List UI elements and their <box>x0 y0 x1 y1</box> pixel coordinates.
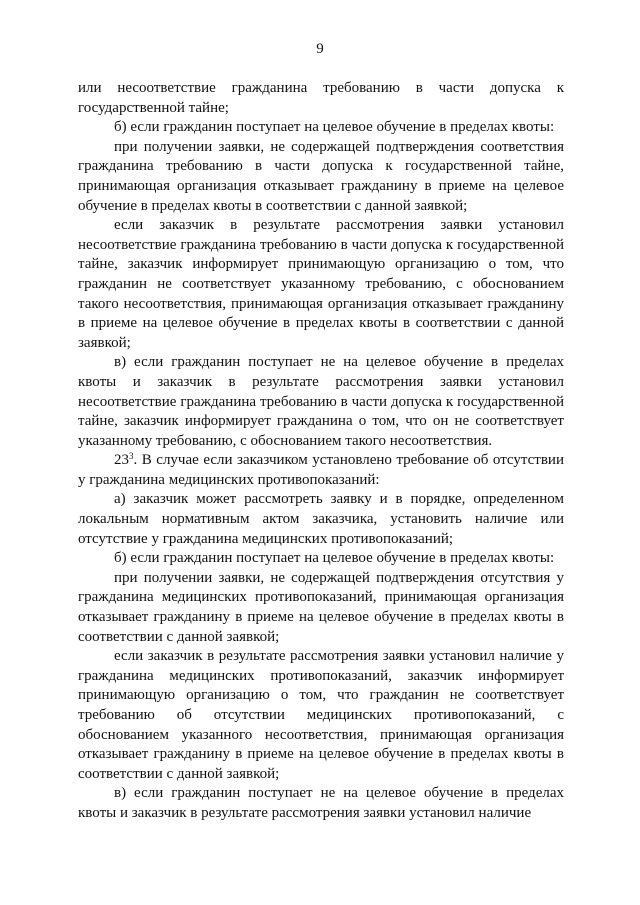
clause-superscript: 3 <box>129 451 134 462</box>
paragraph-item-b: б) если гражданин поступает на целевое обучение в пределах квоты: <box>114 550 555 567</box>
paragraph-item-v: в) если гражданин поступает не на целевое обучение в пределах квоты и заказчик в результате рассмотрения заявки установил наличие <box>78 785 564 821</box>
clause-number: 23 <box>114 452 129 469</box>
paragraph: при получении заявки, не содержащей подтверждения соответствия гражданина требованию в части допуска к государственной тайне, принимающая организация отказывает гражданину в приеме на целевое обучение в пределах квоты в соответствии с данной заявкой; <box>78 138 564 214</box>
paragraph-item-v: в) если гражданин поступает не на целевое обучение в пределах квоты и заказчик в результате рассмотрения заявки установил несоответствие гражданина требованию в части допуска к государственной тайне, заказчик информирует гражданина о том, что он не соответствует указанному требованию, с обоснованием такого несоответствия. <box>78 354 564 449</box>
document-body <box>78 79 564 824</box>
clause-text: . В случае если заказчиком установлено требование об отсутствии у гражданина медицинских противопоказаний: <box>78 452 564 488</box>
paragraph: если заказчик в результате рассмотрения заявки установил наличие у гражданина медицинских противопоказаний, заказчик информирует принимающую организацию о том, что гражданин не соответствует требованию об отсутствии медицинских противопоказаний, с обоснованием указанного несоответствия, принимающая организация отказывает гражданину в приеме на целевое обучение в пределах квоты в соответствии с данной заявкой; <box>78 648 564 782</box>
paragraph-continuation: или несоответствие гражданина требованию в части допуска к государственной тайне; <box>78 80 564 116</box>
page-number: 9 <box>316 41 324 57</box>
paragraph-item-b: б) если гражданин поступает на целевое обучение в пределах квоты: <box>114 119 555 136</box>
paragraph: при получении заявки, не содержащей подтверждения отсутствия у гражданина медицинских противопоказаний, принимающая организация отказывает гражданину в приеме на целевое обучение в пределах квоты в соответствии с данной заявкой; <box>78 569 564 645</box>
paragraph-item-a: а) заказчик может рассмотреть заявку и в порядке, определенном локальным нормативным актом заказчика, установить наличие или отсутствие у гражданина медицинских противопоказаний; <box>78 491 564 547</box>
clause-23-3 <box>78 451 564 490</box>
paragraph: если заказчик в результате рассмотрения заявки установил несоответствие гражданина требованию в части допуска к государственной тайне, заказчик информирует принимающую организацию о том, что гражданин не соответствует указанному требованию, с обоснованием такого несоответствия, принимающая организация отказывает гражданину в приеме на целевое обучение в пределах квоты в соответствии с данной заявкой; <box>78 217 564 351</box>
